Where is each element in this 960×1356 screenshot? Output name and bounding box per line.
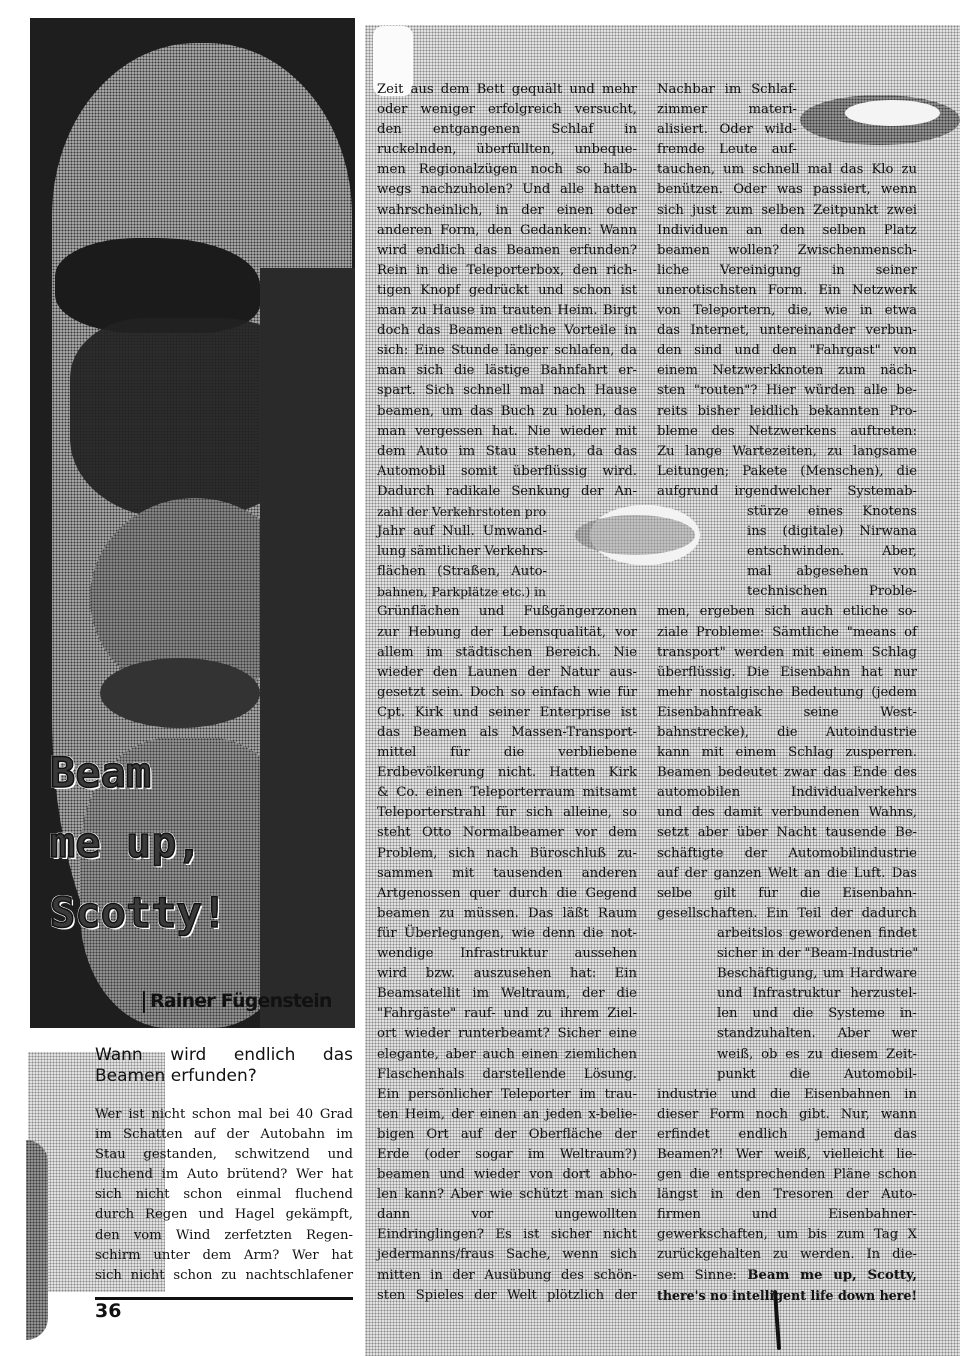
- text-line: alisiert. Oder wild-: [657, 122, 797, 138]
- text-line: sich just zum selben Zeitpunkt zwei: [657, 202, 917, 218]
- text-line: beamen zu müssen. Das läßt Raum: [377, 905, 637, 921]
- text-line: den entgangenen Schlaf in: [377, 122, 637, 138]
- text-line: steht Otto Normalbeamer vor dem: [377, 825, 637, 841]
- text-line: anderen Form, den Gedanken: Wann: [377, 222, 637, 238]
- text-line: flächen (Straßen, Auto-: [377, 564, 547, 580]
- text-line: das Beamen als Massen-Transport-: [377, 725, 637, 740]
- text-line: allem im städtischen Bereich. Nie: [377, 644, 637, 660]
- text-line: mehr nostalgische Bedeutung (jedem: [657, 684, 917, 700]
- text-line: längst in den Tresoren der Auto-: [657, 1187, 917, 1203]
- text-line: wird bzw. auszusehen hat: Ein: [377, 966, 637, 982]
- text-line: bahnen, Parkplätze etc.) in: [377, 584, 547, 600]
- text-line: sicher in der "Beam-Industrie": [717, 946, 919, 962]
- text-line: & Co. einen Teleporterraum mitsamt: [377, 785, 637, 801]
- text-line: überflüssig. Die Eisenbahn hat nur: [657, 664, 917, 680]
- text-line: beamen, um das Buch zu holen, das: [377, 403, 637, 419]
- text-line: durch Regen und Hagel gekämpft,: [95, 1207, 353, 1223]
- closing-bold-text: Beam me up, Scotty,: [747, 1267, 918, 1283]
- closing-bold-line: there's no intelligent life down here!: [657, 1287, 917, 1303]
- text-line: doch das Beamen etliche Vorteile in: [377, 323, 637, 339]
- text-line: Flaschenhals darstellende Lösung.: [377, 1066, 637, 1082]
- text-line: den vom Wind zerfetzten Regen-: [95, 1227, 353, 1243]
- text-line: auf der ganzen Welt an die Luft. Das: [657, 865, 917, 881]
- text-line: Grünflächen und Fußgängerzonen: [377, 604, 637, 620]
- text-line: dieser Form noch gibt. Nur, wann: [657, 1106, 917, 1122]
- intro-column: [95, 1105, 353, 1286]
- text-line: elegante, aber auch einen ziemlichen: [377, 1046, 637, 1062]
- text-line: len und die Systeme in-: [717, 1006, 917, 1022]
- text-line: Rein in die Teleporterbox, den rich-: [377, 262, 637, 278]
- text-line: Nachbar im Schlaf-: [657, 82, 797, 97]
- text-line: wegs nachzuholen? Und alle hatten: [377, 182, 637, 198]
- text-line: bahnstrecke), die Autoindustrie: [657, 725, 917, 740]
- text-line: tauchen, um schnell mal das Klo zu: [657, 162, 917, 178]
- text-line: Teleporterstrahl für sich alleine, so: [377, 805, 637, 821]
- text-line: benützen. Oder was passiert, wenn: [657, 182, 917, 198]
- text-line: und Infrastruktur herzustel-: [717, 986, 917, 1002]
- article-subheading: [95, 1045, 353, 1087]
- text-line: industrie und die Eisenbahnen in: [657, 1086, 917, 1102]
- text-line: Zu lange Wartezeiten, zu langsame: [657, 443, 917, 459]
- text-line: beamen und wieder von dort abho-: [377, 1167, 637, 1183]
- text-line: schirm unter dem Arm? Wer hat: [95, 1247, 353, 1263]
- text-line: Zeit aus dem Bett gequält und mehr: [377, 82, 637, 97]
- text-line: das Internet, untereinander verbun-: [657, 323, 917, 339]
- text-line: ten Heim, der einen an jeden x-belie-: [377, 1106, 637, 1122]
- text-line: Beamsatellit im Weltraum, der die: [377, 986, 637, 1002]
- text-line: mal abgesehen von: [747, 564, 917, 580]
- text-line: ort wieder runterbeamt? Sicher eine: [377, 1026, 637, 1042]
- text-line: men, ergeben sich auch etliche so-: [657, 604, 917, 620]
- text-line: Eisenbahnfreak seine West-: [657, 704, 917, 720]
- text-line: transport" werden mit einem Schlag: [657, 644, 917, 660]
- text-line: Artgenossen quer durch die Gegend: [377, 885, 637, 901]
- text-line: sich nicht schon zu nachtschlafener: [95, 1267, 353, 1283]
- text-line: Beamen?! Wer weiß, vielleicht lie-: [657, 1146, 917, 1162]
- text-line: gewerkschaften, um bis zum Tag X: [657, 1227, 917, 1243]
- text-line: entschwinden. Aber,: [747, 544, 917, 560]
- portrait-photo: [30, 18, 355, 1028]
- text-line: fremde Leute auf-: [657, 142, 797, 158]
- text-line: sich nicht schon einmal fluchend: [95, 1187, 353, 1203]
- text-line: wird endlich das Beamen erfunden?: [377, 242, 637, 258]
- article-title-line: Beam: [50, 748, 152, 797]
- text-line: tigen Knopf gedrückt und schon ist: [377, 282, 637, 298]
- text-line: men Regionalzügen noch so halb-: [377, 162, 637, 178]
- byline-mark: [143, 991, 145, 1013]
- text-line: man zu Hause im trauten Heim. Birgt: [377, 303, 637, 319]
- text-line: Eindringlingen? Es ist sicher nicht: [377, 1227, 637, 1243]
- text-line: Automobil somit überflüssig wird.: [377, 463, 637, 479]
- text-line: gesetzt sein. Doch so einfach wie für: [377, 684, 637, 700]
- text-line: schäftigte der Automobilindustrie: [657, 845, 917, 861]
- text-line: man sich die lästige Bahnfahrt er-: [377, 363, 637, 379]
- text-line: gen die entsprechenden Pläne schon: [657, 1167, 917, 1183]
- text-line: aufgrund irgendwelcher Systemab-: [657, 483, 917, 499]
- text-line: mittel für die verbliebene: [377, 745, 637, 761]
- text-line: liche Vereinigung in seiner: [657, 262, 917, 278]
- text-line: jedermanns/fraus Sache, wenn sich: [377, 1247, 637, 1263]
- article-title-line: Scotty!: [50, 888, 228, 937]
- page-rule: [95, 1297, 353, 1300]
- text-line: arbeitslos gewordenen findet: [717, 925, 917, 941]
- text-line: zimmer materi-: [657, 102, 797, 118]
- author-byline: Rainer Fügenstein: [150, 990, 332, 1012]
- text-line: sten Spieles der Welt plötzlich der: [377, 1287, 637, 1303]
- text-line: man vergessen hat. Nie wieder mit: [377, 423, 637, 439]
- text-line: selbe gilt für die Eisenbahn-: [657, 885, 917, 901]
- text-line: firmen und Eisenbahner-: [657, 1207, 917, 1223]
- text-line: Stau gestanden, schwitzend und: [95, 1147, 353, 1163]
- text-line: Problem, sich nach Büroschluß zu-: [377, 845, 637, 861]
- text-line: fluchend im Auto brütend? Wer hat: [95, 1167, 353, 1183]
- text-line: Erdbevölkerung nicht. Hatten Kirk: [377, 765, 637, 781]
- text-line: zur Hebung der Lebensqualität, vor: [377, 624, 637, 640]
- text-line: Erde (oder sogar im Weltraum?): [377, 1146, 637, 1162]
- text-line: ins (digitale) Nirwana: [747, 524, 917, 540]
- text-line: kann mit einem Schlag zusperren.: [657, 745, 917, 761]
- text-line: punkt die Automobil-: [717, 1066, 917, 1082]
- text-line: Ein persönlicher Teleporter im trau-: [377, 1086, 637, 1102]
- photo-shadow: [260, 268, 355, 1028]
- text-line: einem Netzwerkknoten zum näch-: [657, 363, 917, 379]
- text-line: für Überlegungen, wie denn die not-: [377, 925, 637, 941]
- text-line: beamen wollen? Zwischenmensch-: [657, 242, 917, 258]
- text-line: reits bisher leidlich bekannten Pro-: [657, 403, 917, 419]
- page-number: 36: [95, 1300, 122, 1322]
- text-line: sich: Eine Stunde länger schlafen, da: [377, 343, 637, 359]
- text-line: gesellschaften. Ein Teil der dadurch: [657, 905, 917, 921]
- text-line: Individuen an den selben Platz: [657, 222, 917, 238]
- text-line: lung sämtlicher Verkehrs-: [377, 544, 548, 560]
- text-line: Beschäftigung, um Hardware: [717, 966, 917, 982]
- text-line: dann vor ungewollten: [377, 1207, 637, 1223]
- text-line: sammen mit tausenden anderen: [377, 865, 637, 881]
- text-column-2: [377, 80, 637, 1306]
- text-line: dem Auto im Stau stehen, da das: [377, 443, 637, 459]
- text-line: zahl der Verkehrstoten pro: [377, 503, 547, 519]
- text-line: mitten in der Ausübung des schön-: [377, 1267, 637, 1283]
- text-line: erfindet endlich jemand das: [657, 1126, 917, 1142]
- text-line: Jahr auf Null. Umwand-: [377, 524, 547, 540]
- text-line: automobilen Individualverkehrs: [657, 785, 917, 801]
- text-line: len kann? Aber wie schützt man sich: [377, 1187, 637, 1203]
- text-line: oder weniger erfolgreich versucht,: [377, 102, 637, 118]
- text-line: wendige Infrastruktur aussehen: [377, 946, 637, 962]
- subheading-line: Beamen erfunden?: [95, 1066, 257, 1086]
- text-line: spart. Sich schnell mal nach Hause: [377, 383, 637, 399]
- text-line: bleme des Netzwerkens auftreten:: [657, 423, 917, 439]
- text-line: und des damit verbundenen Wahns,: [657, 805, 917, 821]
- article-title-line: me up,: [50, 818, 202, 867]
- text-line: unerotischsten Form. Ein Netzwerk: [657, 282, 917, 298]
- text-line: Wer ist nicht schon mal bei 40 Grad: [95, 1107, 353, 1122]
- text-line: stürze eines Knotens: [747, 503, 917, 519]
- text-line: "Fahrgäste" rauf- und zu ihrem Ziel-: [377, 1006, 637, 1022]
- text-line: setzt aber über Nacht tausende Be-: [657, 825, 917, 841]
- halftone-arc: [26, 1140, 48, 1340]
- text-line: ziale Probleme: Sämtliche "means of: [657, 624, 917, 640]
- photo-mouth: [100, 658, 260, 728]
- text-line: Leitungen; Pakete (Menschen), die: [657, 463, 917, 479]
- text-line: den sind und den "Fahrgast" von: [657, 343, 917, 359]
- text-line: standzuhalten. Aber wer: [717, 1026, 917, 1042]
- text-line: wahrscheinlich, in der einen oder: [377, 202, 637, 218]
- text-line: von Teleportern, die, wie in etwa: [657, 303, 917, 319]
- text-line: sten "routen"? Hier würden alle be-: [657, 383, 917, 399]
- text-line: Cpt. Kirk und seiner Enterprise ist: [377, 704, 637, 720]
- text-line: im Schatten auf der Autobahn im: [95, 1127, 353, 1143]
- subheading-line: Wann wird endlich das: [95, 1045, 353, 1065]
- text-line: Beamen bedeutet zwar das Ende des: [657, 765, 917, 781]
- text-line: zurückgehalten zu werden. In die-: [657, 1247, 917, 1263]
- text-line: sem Sinne: Beam me up, Scotty,: [657, 1267, 918, 1283]
- text-line: ruckelnden, überfüllten, unbeque-: [377, 142, 637, 158]
- text-line: bigen Ort auf der Oberfläche der: [377, 1126, 637, 1142]
- text-line: Dadurch radikale Senkung der An-: [377, 483, 637, 499]
- text-line: technischen Proble-: [747, 584, 917, 600]
- text-column-3: [657, 80, 917, 1306]
- text-line: weiß, ob es zu diesem Zeit-: [717, 1046, 917, 1062]
- text-line: wieder den Launen der Natur aus-: [377, 664, 637, 680]
